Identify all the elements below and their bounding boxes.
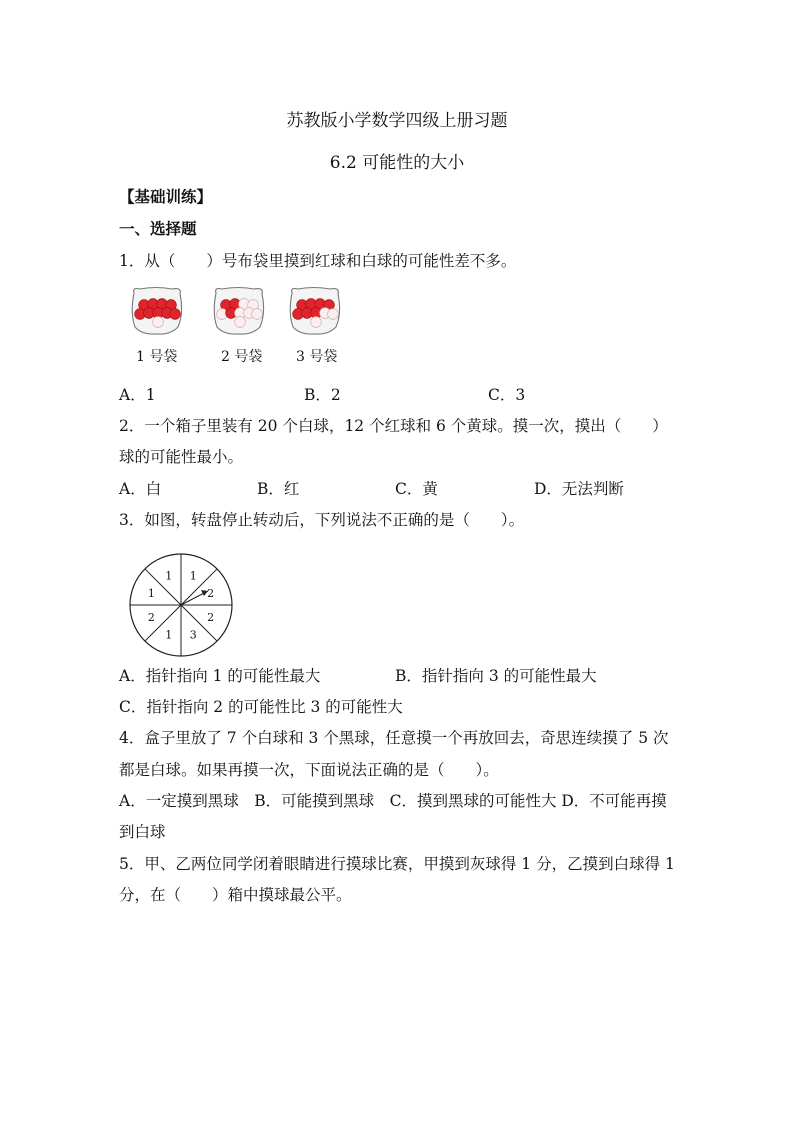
q3-option-b: B．指针指向 3 的可能性最大 — [395, 667, 597, 685]
spinner-sector-label: 1 — [189, 569, 197, 583]
bag-3-label: 3 号袋 — [296, 349, 338, 365]
bag-1 — [132, 288, 181, 335]
section-label: 【基础训练】 — [119, 187, 213, 206]
white-ball — [252, 309, 263, 320]
q1-option-b: B．2 — [304, 386, 341, 404]
spinner-sector-label: 2 — [207, 611, 215, 625]
question-4-line-1: 4．盒子里放了 7 个白球和 3 个黑球，任意摸一个再放回去，奇思连续摸了 5 次 — [119, 729, 669, 747]
spinner-sector-label: 1 — [165, 569, 173, 583]
q3-option-a: A．指针指向 1 的可能性最大 — [119, 667, 321, 685]
spinner-sector-label: 2 — [207, 586, 215, 600]
question-2-line-2: 球的可能性最小。 — [119, 448, 244, 466]
page-subtitle: 6.2 可能性的大小 — [329, 153, 465, 173]
q2-option-c: C．黄 — [395, 480, 438, 498]
bags-illustration — [120, 283, 360, 343]
q1-option-c: C．3 — [488, 386, 526, 404]
spinner-sector-label: 1 — [147, 586, 155, 600]
red-ball — [170, 309, 181, 320]
q3-option-c: C．指针指向 2 的可能性比 3 的可能性大 — [119, 698, 403, 716]
spinner-wheel — [126, 550, 236, 660]
bag-1-label: 1 号袋 — [136, 349, 178, 365]
spinner-sector-label: 3 — [189, 628, 197, 642]
question-5-line-1: 5．甲、乙两位同学闭着眼睛进行摸球比赛，甲摸到灰球得 1 分，乙摸到白球得 1 — [119, 855, 675, 873]
q4-options: A．一定摸到黑球 B．可能摸到黑球 C．摸到黑球的可能性大 D．不可能再摸 — [119, 792, 667, 810]
question-5-line-2: 分，在（ ）箱中摸球最公平。 — [119, 886, 352, 904]
bag-3 — [290, 288, 339, 335]
spinner-sector-label: 2 — [147, 611, 155, 625]
question-2-line-1: 2．一个箱子里装有 20 个白球，12 个红球和 6 个黄球。摸一次，摸出（ ） — [119, 417, 668, 435]
q2-option-d: D．无法判断 — [534, 480, 624, 498]
section-heading: 一、选择题 — [119, 219, 197, 238]
question-4-line-2: 都是白球。如果再摸一次，下面说法正确的是（ ）。 — [119, 761, 499, 779]
white-ball — [328, 309, 339, 320]
q2-option-a: A．白 — [119, 480, 162, 498]
q4-options-continued: 到白球 — [119, 823, 166, 841]
question-3-text: 3．如图，转盘停止转动后，下列说法不正确的是（ ）。 — [119, 511, 525, 529]
q1-option-a: A．1 — [119, 386, 156, 404]
bag-2 — [214, 288, 263, 335]
spinner-sector-label: 1 — [165, 628, 173, 642]
white-ball — [311, 317, 322, 328]
question-1-text: 1．从（ ）号布袋里摸到红球和白球的可能性差不多。 — [119, 252, 517, 270]
bag-2-label: 2 号袋 — [221, 349, 263, 365]
page-title: 苏教版小学数学四级上册习题 — [286, 111, 508, 131]
white-ball — [235, 317, 246, 328]
white-ball — [153, 317, 164, 328]
q2-option-b: B．红 — [257, 480, 300, 498]
